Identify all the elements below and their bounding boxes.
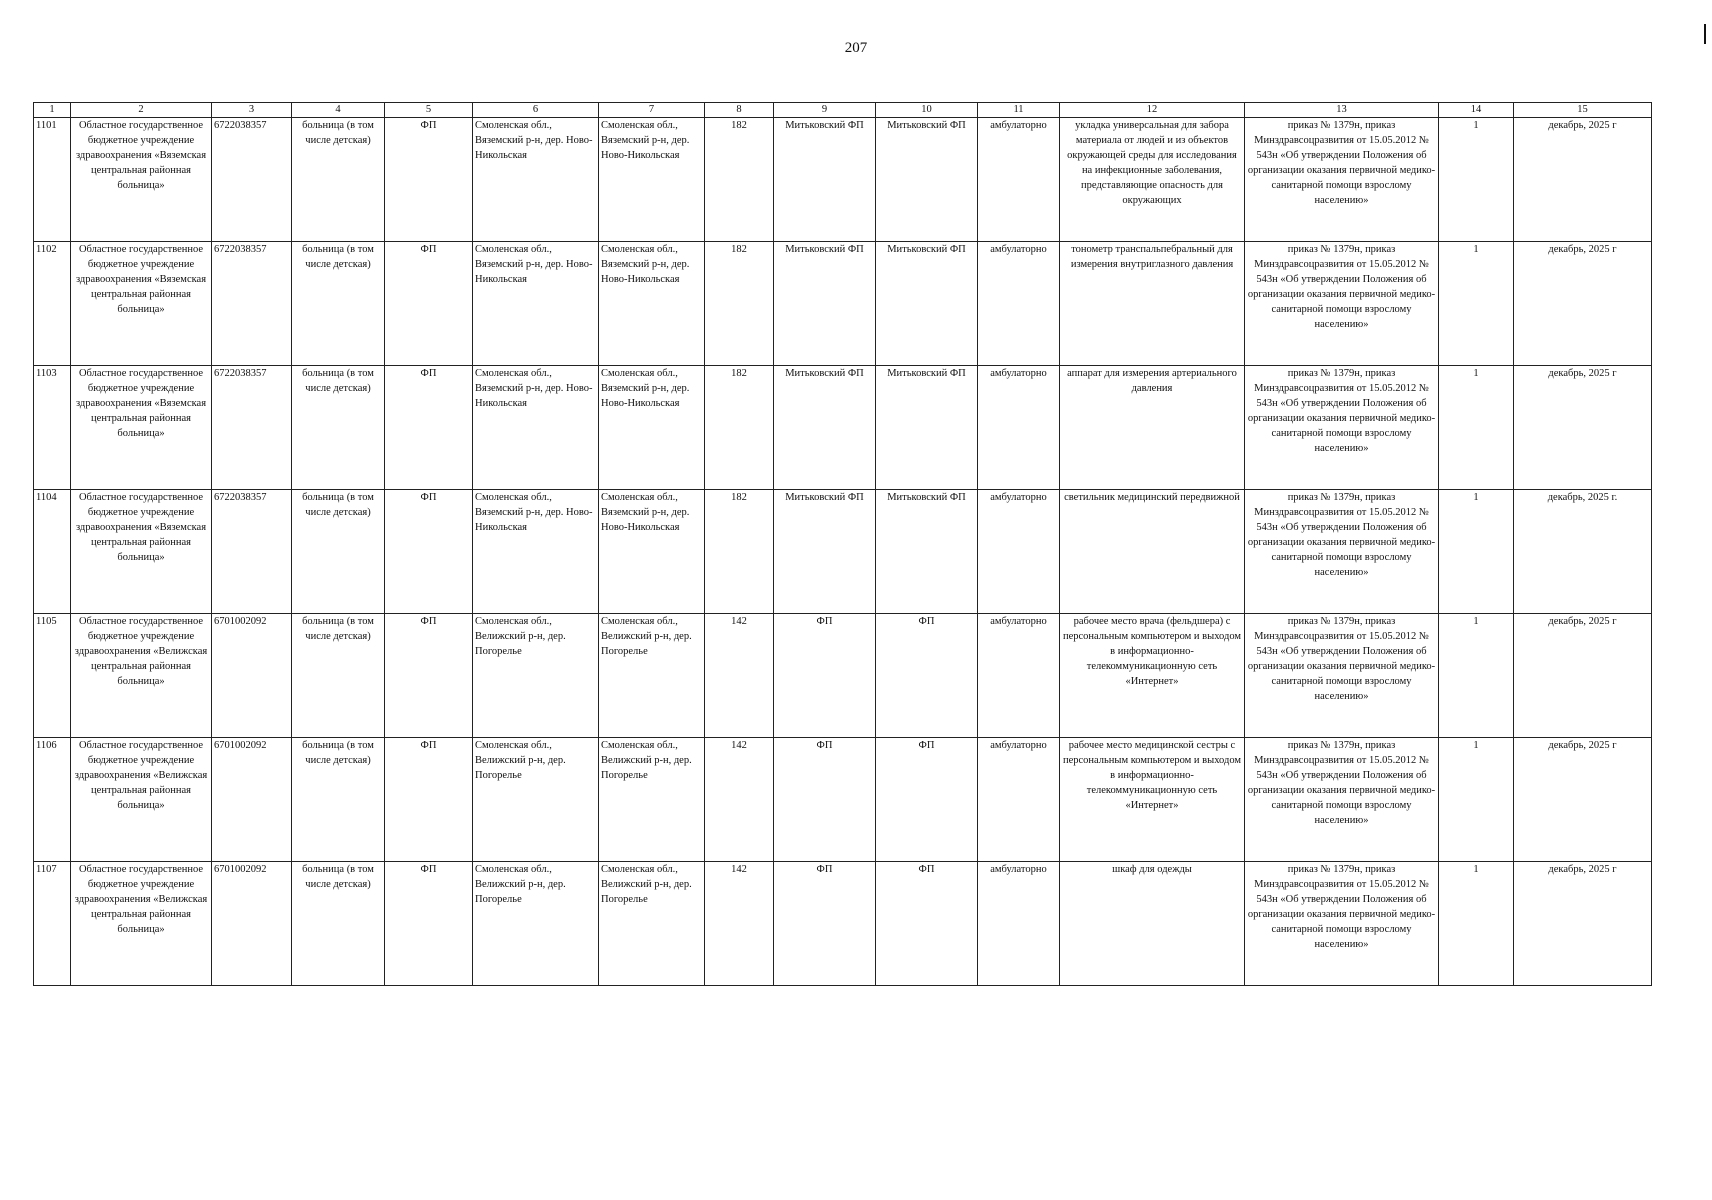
subunit-name-cell: Митьковский ФП	[876, 118, 978, 242]
facility-type-cell: больница (в том числе детская)	[292, 242, 385, 366]
column-header: 14	[1439, 103, 1514, 118]
address-cell: Смоленская обл., Велижский р-н, дер. Погорелье	[473, 738, 599, 862]
inn-cell: 6701002092	[212, 738, 292, 862]
location-cell: Смоленская обл., Вяземский р-н, дер. Ново-Никольская	[599, 490, 705, 614]
equipment-table	[33, 102, 1652, 986]
location-cell: Смоленская обл., Велижский р-н, дер. Погорелье	[599, 862, 705, 986]
deadline-cell: декабрь, 2025 г.	[1514, 490, 1652, 614]
facility-type-cell: больница (в том числе детская)	[292, 614, 385, 738]
institution-cell: Областное государственное бюджетное учреждение здравоохранения «Велижская центральная районная больница»	[71, 614, 212, 738]
deadline-cell: декабрь, 2025 г	[1514, 242, 1652, 366]
unit-type-cell: ФП	[385, 118, 473, 242]
number-cell: 142	[705, 738, 774, 862]
regulation-cell: приказ № 1379н, приказ Минздравсоцразвития от 15.05.2012 № 543н «Об утверждении Положения об организации оказания первичной медико-санитарной помощи взрослому населению»	[1245, 366, 1439, 490]
subunit-name-cell: Митьковский ФП	[876, 366, 978, 490]
subunit-name-cell: Митьковский ФП	[876, 490, 978, 614]
regulation-cell: приказ № 1379н, приказ Минздравсоцразвития от 15.05.2012 № 543н «Об утверждении Положения об организации оказания первичной медико-санитарной помощи взрослому населению»	[1245, 118, 1439, 242]
column-header: 12	[1060, 103, 1245, 118]
unit-type-cell: ФП	[385, 242, 473, 366]
location-cell: Смоленская обл., Вяземский р-н, дер. Ново-Никольская	[599, 118, 705, 242]
deadline-cell: декабрь, 2025 г	[1514, 614, 1652, 738]
care-mode-cell: амбулаторно	[978, 118, 1060, 242]
page-edge-mark	[1704, 24, 1706, 44]
institution-cell: Областное государственное бюджетное учреждение здравоохранения «Велижская центральная районная больница»	[71, 862, 212, 986]
location-cell: Смоленская обл., Вяземский р-н, дер. Ново-Никольская	[599, 242, 705, 366]
care-mode-cell: амбулаторно	[978, 614, 1060, 738]
table-row	[34, 366, 1652, 490]
column-header: 2	[71, 103, 212, 118]
table-row	[34, 738, 1652, 862]
number-cell: 182	[705, 118, 774, 242]
equipment-cell: рабочее место медицинской сестры с персональным компьютером и выходом в информационно-телекоммуникационную сеть «Интернет»	[1060, 738, 1245, 862]
unit-type-cell: ФП	[385, 614, 473, 738]
deadline-cell: декабрь, 2025 г	[1514, 118, 1652, 242]
location-cell: Смоленская обл., Велижский р-н, дер. Погорелье	[599, 614, 705, 738]
unit-name-cell: Митьковский ФП	[774, 242, 876, 366]
column-header: 6	[473, 103, 599, 118]
quantity-cell: 1	[1439, 738, 1514, 862]
equipment-cell: шкаф для одежды	[1060, 862, 1245, 986]
number-cell: 182	[705, 490, 774, 614]
equipment-cell: рабочее место врача (фельдшера) с персональным компьютером и выходом в информационно-телекоммуникационную сеть «Интернет»	[1060, 614, 1245, 738]
quantity-cell: 1	[1439, 862, 1514, 986]
facility-type-cell: больница (в том числе детская)	[292, 118, 385, 242]
care-mode-cell: амбулаторно	[978, 862, 1060, 986]
subunit-name-cell: ФП	[876, 614, 978, 738]
number-cell: 182	[705, 366, 774, 490]
unit-name-cell: ФП	[774, 738, 876, 862]
row-number-cell: 1107	[34, 862, 71, 986]
unit-name-cell: Митьковский ФП	[774, 490, 876, 614]
row-number-cell: 1101	[34, 118, 71, 242]
address-cell: Смоленская обл., Вяземский р-н, дер. Ново-Никольская	[473, 366, 599, 490]
subunit-name-cell: ФП	[876, 738, 978, 862]
regulation-cell: приказ № 1379н, приказ Минздравсоцразвития от 15.05.2012 № 543н «Об утверждении Положения об организации оказания первичной медико-санитарной помощи взрослому населению»	[1245, 614, 1439, 738]
equipment-cell: тонометр транспальпебральный для измерения внутриглазного давления	[1060, 242, 1245, 366]
unit-type-cell: ФП	[385, 862, 473, 986]
inn-cell: 6722038357	[212, 242, 292, 366]
unit-name-cell: Митьковский ФП	[774, 118, 876, 242]
quantity-cell: 1	[1439, 614, 1514, 738]
institution-cell: Областное государственное бюджетное учреждение здравоохранения «Вяземская центральная районная больница»	[71, 118, 212, 242]
unit-type-cell: ФП	[385, 738, 473, 862]
location-cell: Смоленская обл., Велижский р-н, дер. Погорелье	[599, 738, 705, 862]
deadline-cell: декабрь, 2025 г	[1514, 738, 1652, 862]
unit-name-cell: ФП	[774, 862, 876, 986]
regulation-cell: приказ № 1379н, приказ Минздравсоцразвития от 15.05.2012 № 543н «Об утверждении Положения об организации оказания первичной медико-санитарной помощи взрослому населению»	[1245, 242, 1439, 366]
subunit-name-cell: Митьковский ФП	[876, 242, 978, 366]
column-header: 7	[599, 103, 705, 118]
address-cell: Смоленская обл., Вяземский р-н, дер. Ново-Никольская	[473, 118, 599, 242]
deadline-cell: декабрь, 2025 г	[1514, 366, 1652, 490]
facility-type-cell: больница (в том числе детская)	[292, 862, 385, 986]
column-header: 8	[705, 103, 774, 118]
equipment-cell: аппарат для измерения артериального давления	[1060, 366, 1245, 490]
inn-cell: 6722038357	[212, 490, 292, 614]
institution-cell: Областное государственное бюджетное учреждение здравоохранения «Вяземская центральная районная больница»	[71, 490, 212, 614]
column-header: 3	[212, 103, 292, 118]
care-mode-cell: амбулаторно	[978, 242, 1060, 366]
row-number-cell: 1105	[34, 614, 71, 738]
unit-name-cell: ФП	[774, 614, 876, 738]
subunit-name-cell: ФП	[876, 862, 978, 986]
table-row	[34, 614, 1652, 738]
care-mode-cell: амбулаторно	[978, 490, 1060, 614]
equipment-cell: светильник медицинский передвижной	[1060, 490, 1245, 614]
number-cell: 142	[705, 614, 774, 738]
institution-cell: Областное государственное бюджетное учреждение здравоохранения «Вяземская центральная районная больница»	[71, 366, 212, 490]
facility-type-cell: больница (в том числе детская)	[292, 490, 385, 614]
page-number: 207	[844, 40, 868, 56]
column-header: 9	[774, 103, 876, 118]
row-number-cell: 1106	[34, 738, 71, 862]
equipment-cell: укладка универсальная для забора материала от людей и из объектов окружающей среды для исследования на инфекционные заболевания, представляющие опасность для окружающих	[1060, 118, 1245, 242]
number-cell: 142	[705, 862, 774, 986]
column-header: 4	[292, 103, 385, 118]
unit-type-cell: ФП	[385, 366, 473, 490]
deadline-cell: декабрь, 2025 г	[1514, 862, 1652, 986]
row-number-cell: 1104	[34, 490, 71, 614]
table-row	[34, 118, 1652, 242]
column-header: 13	[1245, 103, 1439, 118]
column-header: 11	[978, 103, 1060, 118]
regulation-cell: приказ № 1379н, приказ Минздравсоцразвития от 15.05.2012 № 543н «Об утверждении Положения об организации оказания первичной медико-санитарной помощи взрослому населению»	[1245, 490, 1439, 614]
care-mode-cell: амбулаторно	[978, 738, 1060, 862]
inn-cell: 6722038357	[212, 366, 292, 490]
number-cell: 182	[705, 242, 774, 366]
care-mode-cell: амбулаторно	[978, 366, 1060, 490]
address-cell: Смоленская обл., Вяземский р-н, дер. Ново-Никольская	[473, 242, 599, 366]
location-cell: Смоленская обл., Вяземский р-н, дер. Ново-Никольская	[599, 366, 705, 490]
quantity-cell: 1	[1439, 242, 1514, 366]
quantity-cell: 1	[1439, 490, 1514, 614]
regulation-cell: приказ № 1379н, приказ Минздравсоцразвития от 15.05.2012 № 543н «Об утверждении Положения об организации оказания первичной медико-санитарной помощи взрослому населению»	[1245, 738, 1439, 862]
address-cell: Смоленская обл., Велижский р-н, дер. Погорелье	[473, 614, 599, 738]
inn-cell: 6701002092	[212, 614, 292, 738]
row-number-cell: 1102	[34, 242, 71, 366]
column-header: 1	[34, 103, 71, 118]
column-header: 15	[1514, 103, 1652, 118]
inn-cell: 6701002092	[212, 862, 292, 986]
facility-type-cell: больница (в том числе детская)	[292, 738, 385, 862]
row-number-cell: 1103	[34, 366, 71, 490]
table-header-row	[34, 103, 1652, 118]
facility-type-cell: больница (в том числе детская)	[292, 366, 385, 490]
quantity-cell: 1	[1439, 118, 1514, 242]
address-cell: Смоленская обл., Вяземский р-н, дер. Ново-Никольская	[473, 490, 599, 614]
column-header: 10	[876, 103, 978, 118]
address-cell: Смоленская обл., Велижский р-н, дер. Погорелье	[473, 862, 599, 986]
table-row	[34, 242, 1652, 366]
institution-cell: Областное государственное бюджетное учреждение здравоохранения «Вяземская центральная районная больница»	[71, 242, 212, 366]
unit-type-cell: ФП	[385, 490, 473, 614]
table-row	[34, 490, 1652, 614]
quantity-cell: 1	[1439, 366, 1514, 490]
table-row	[34, 862, 1652, 986]
inn-cell: 6722038357	[212, 118, 292, 242]
regulation-cell: приказ № 1379н, приказ Минздравсоцразвития от 15.05.2012 № 543н «Об утверждении Положения об организации оказания первичной медико-санитарной помощи взрослому населению»	[1245, 862, 1439, 986]
institution-cell: Областное государственное бюджетное учреждение здравоохранения «Велижская центральная районная больница»	[71, 738, 212, 862]
column-header: 5	[385, 103, 473, 118]
unit-name-cell: Митьковский ФП	[774, 366, 876, 490]
